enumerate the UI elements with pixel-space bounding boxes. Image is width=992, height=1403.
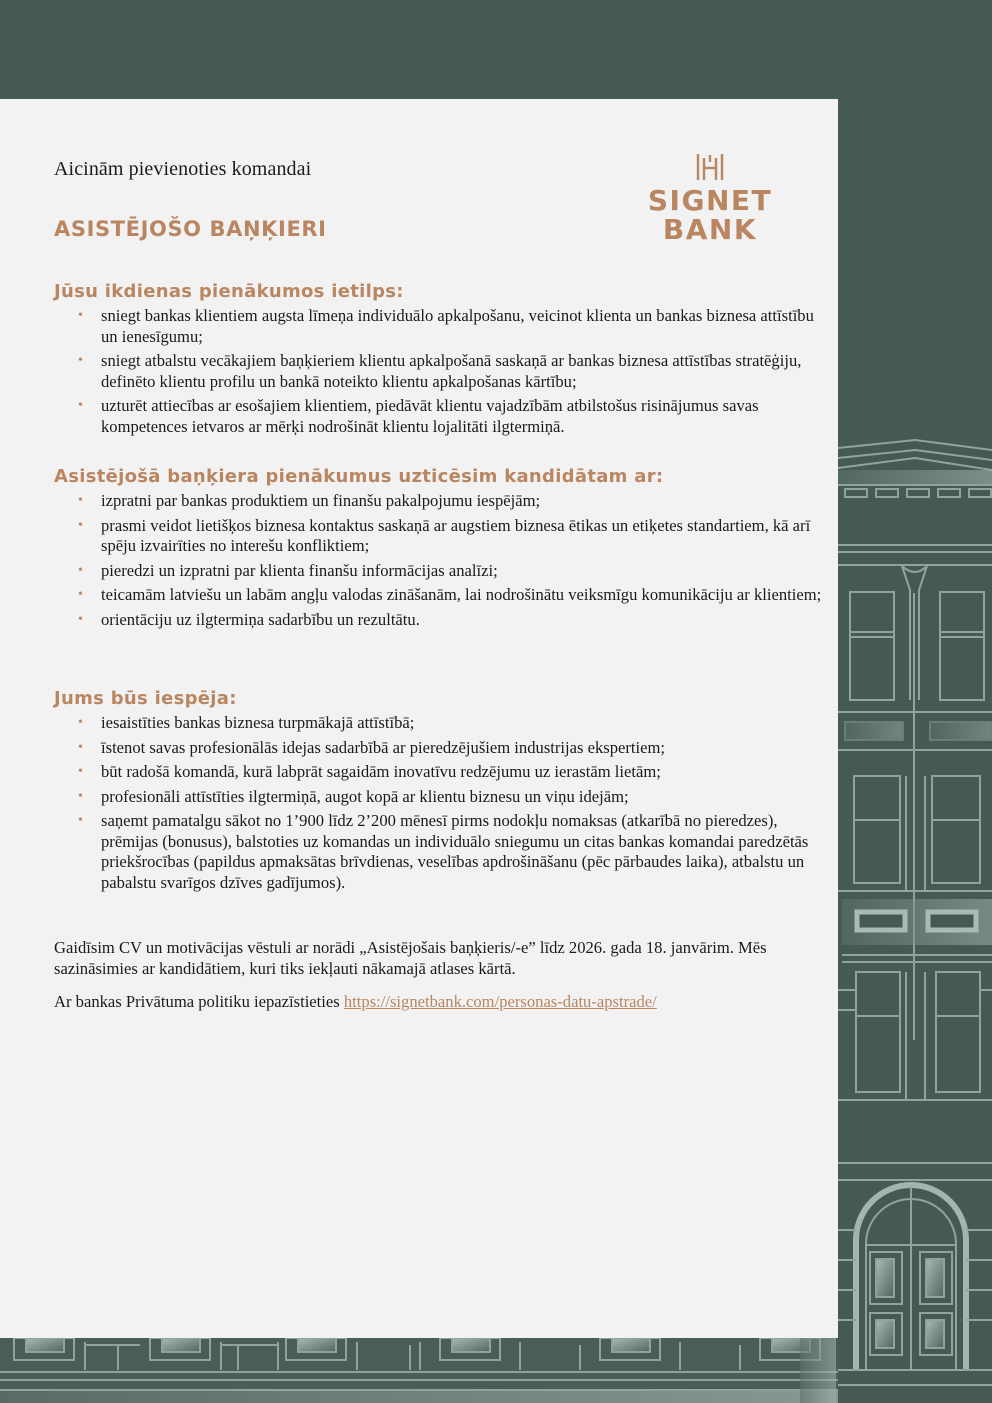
list-item: • teicamām latviešu un labām angļu valodas zināšanām, lai nodrošinātu veiksmīgu komunikāciju ar klientiem; [78, 585, 822, 604]
bullet-icon: • [78, 813, 83, 828]
list-item: • īstenot savas profesionālās idejas sadarbībā ar pieredzējušiem industrijas ekspertiem; [78, 737, 666, 757]
section-requirements [54, 466, 824, 634]
section-heading: Asistējošā baņķiera pienākumus uzticēsim kandidātam ar: [54, 466, 664, 487]
bullet-icon: • [78, 764, 83, 779]
requirements-list [54, 491, 824, 630]
list-item: • iesaistīties bankas biznesa turpmākajā attīstībā; [78, 713, 415, 732]
bullet-icon: • [78, 715, 83, 730]
list-item: • uzturēt attiecības ar esošajiem klientiem, piedāvāt klientu vajadzībām atbilstošus risinājumus savas kompetences ietvaros ar mērķi nodrošināt klientu lojalitāti ilgtermiņā. [78, 396, 759, 436]
signet-gate-icon [695, 152, 725, 182]
bullet-icon: • [78, 308, 83, 323]
application-info [54, 938, 834, 1026]
logo-wordmark-line2: BANK [662, 213, 758, 246]
bullet-icon: • [78, 493, 83, 508]
logo-wordmark-line1: SIGNET [647, 184, 773, 217]
duties-list [54, 306, 824, 437]
list-item: • profesionāli attīstīties ilgtermiņā, augot kopā ar klientu biznesu un viņu idejām; [78, 786, 629, 806]
section-opportunities [54, 688, 824, 897]
bullet-icon: • [78, 562, 83, 578]
section-heading: Jūsu ikdienas pienākumos ietilps: [54, 281, 404, 302]
list-item: • saņemt pamatalgu sākot no 1’900 līdz 2’200 mēnesī pirms nodokļu nomaksas (atkarībā no pieredzes), prēmijas (bonusus), balstoties uz komandas un individuālo sniegumu un citas bankas komandai paredzētās priekšrocības (papildus apmaksātas brīvdienas, veselības apdrošināšanu (pēc pārbaudes laika), atbalstu un pabalstu svarīgos dzīves gadījumos). [78, 811, 809, 892]
bullet-icon: • [78, 517, 83, 533]
list-item: • sniegt bankas klientiem augsta līmeņa individuālo apkalpošanu, veicinot klienta un bankas biznesa attīstību un ienesīgumu; [78, 306, 814, 346]
job-title: ASISTĒJOŠO BAŅĶIERI [54, 217, 327, 241]
application-instructions: Gaidīsim CV un motivācijas vēstuli ar norādi „Asistējošais baņķieris/-e” līdz 2026. gada 18. janvārim. Mēs sazināsimies ar kandidātiem, kuri tiks iekļauti nākamajā atlases kārtā. [54, 938, 767, 978]
list-item: • prasmi veidot lietišķos biznesa kontaktus saskaņā ar augstiem biznesa ētikas un etiķetes standartiem, kā arī spēju izvairīties no interešu konfliktiem; [78, 515, 811, 555]
privacy-policy-link[interactable]: https://signetbank.com/personas-datu-apstrade/ [343, 992, 657, 1011]
bullet-icon: • [78, 739, 83, 755]
list-item: • pieredzi un izpratni par klienta finanšu informācijas analīzi; [78, 560, 498, 580]
list-item: • izpratni par bankas produktiem un finanšu pakalpojumu iespējām; [78, 491, 541, 510]
bullet-icon: • [78, 788, 83, 804]
bullet-icon: • [78, 398, 83, 413]
privacy-policy-line: Ar bankas Privātuma politiku iepazīstieties https://signetbank.com/personas-datu-apstrade/ [54, 992, 657, 1011]
bullet-icon: • [78, 611, 83, 627]
bullet-icon: • [78, 353, 83, 368]
bullet-icon: • [78, 587, 83, 602]
section-heading: Jums būs iespēja: [54, 688, 237, 709]
signet-bank-logo [630, 152, 790, 244]
intro-text: Aicinām pievienoties komandai [54, 158, 312, 180]
opportunities-list [54, 713, 824, 893]
list-item: • būt radošā komandā, kurā labprāt sagaidām inovatīvu redzējumu uz ierastām lietām; [78, 762, 661, 781]
list-item: • orientāciju uz ilgtermiņa sadarbību un rezultātu. [78, 609, 420, 629]
section-daily-duties [54, 281, 824, 441]
list-item: • sniegt atbalstu vecākajiem baņķieriem klientu apkalpošanā saskaņā ar bankas biznesa attīstības stratēģiju, definēto klientu profilu un bankā noteikto klientu apkalpošanas kārtību; [78, 351, 802, 391]
